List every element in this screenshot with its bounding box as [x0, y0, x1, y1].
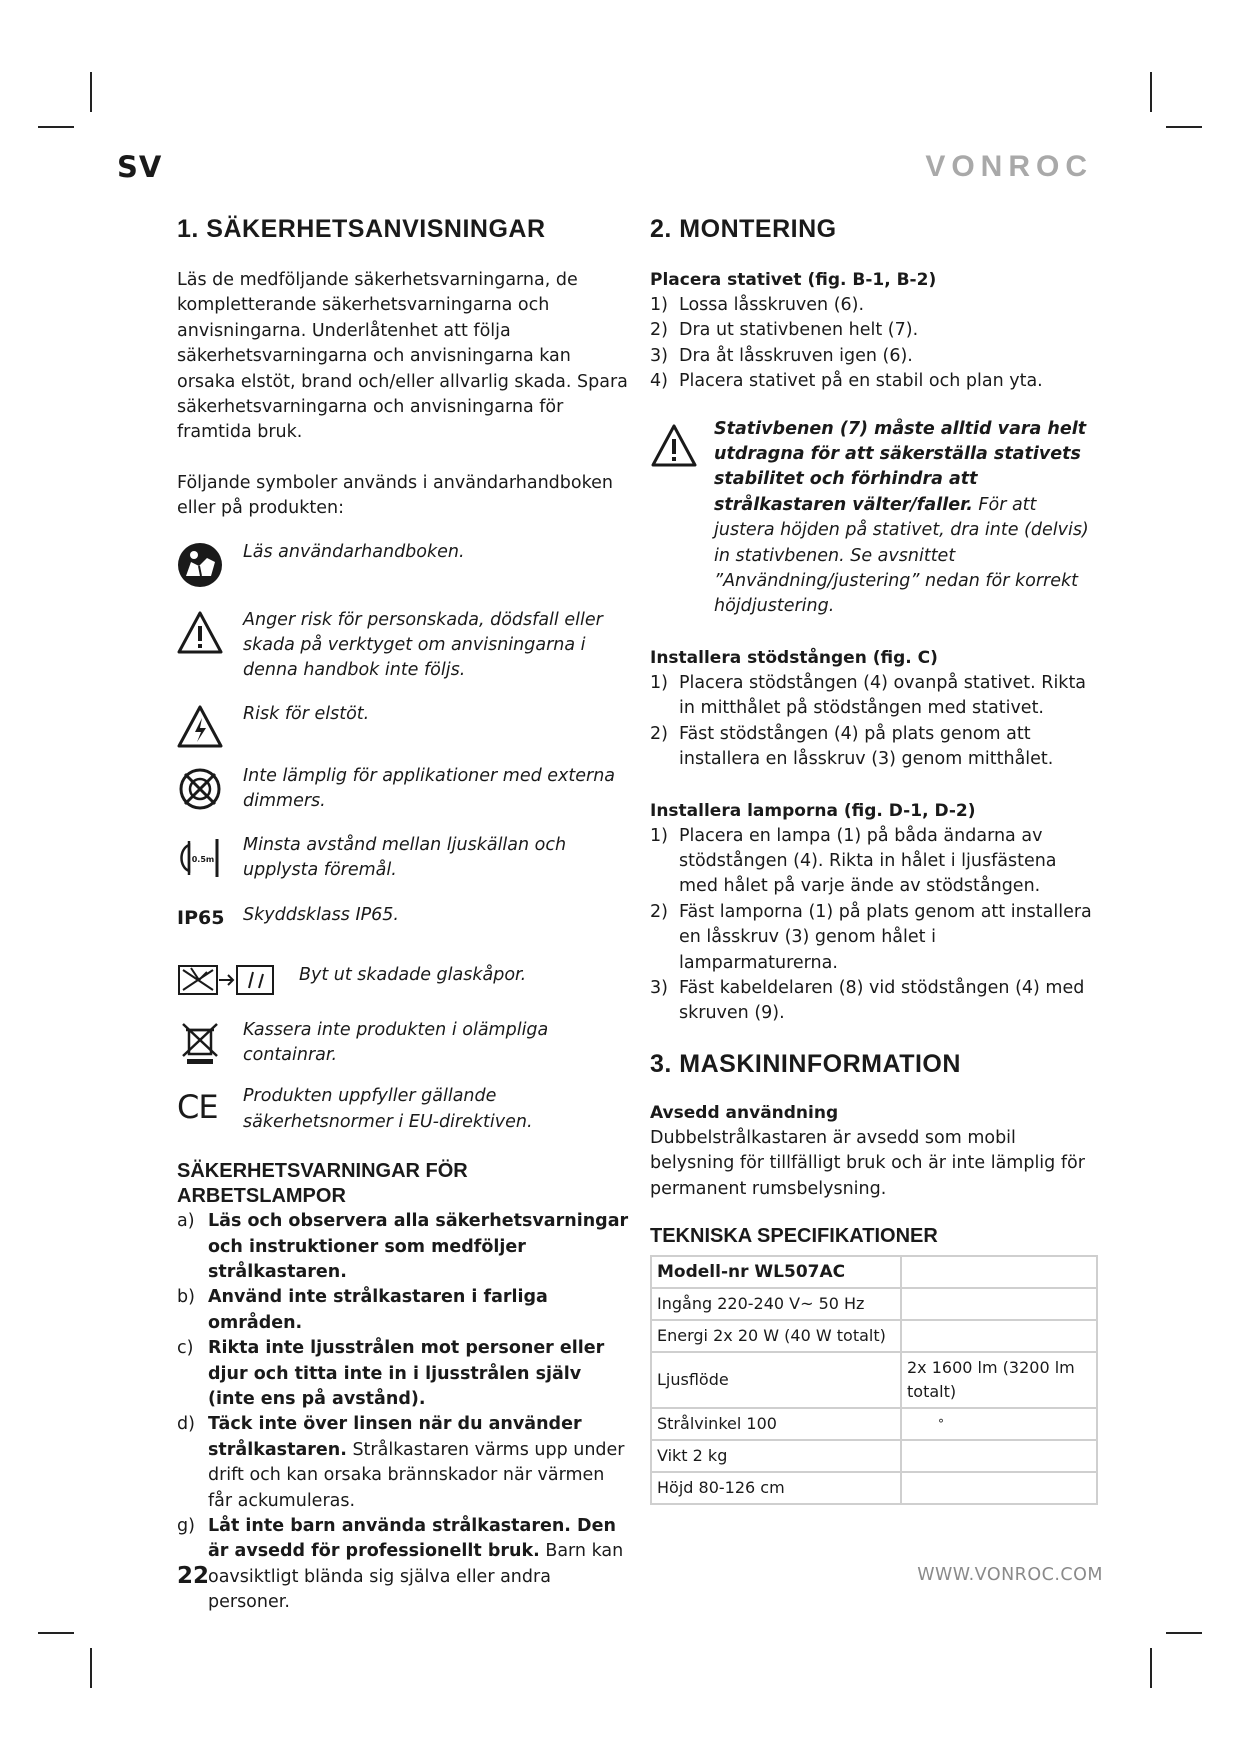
symbol-row: [177, 608, 632, 684]
right-column: [650, 212, 1100, 1505]
symbols-intro: Följande symboler används i användarhandboken eller på produkten:: [177, 472, 613, 519]
support-bar-subtitle: Installera stödstången (fig. C): [650, 647, 938, 668]
spec-key: Ljusflöde: [651, 1352, 901, 1408]
spec-key: Vikt 2 kg: [651, 1440, 901, 1472]
symbol-label: Inte lämplig för applikationer med externa dimmers.: [243, 765, 616, 812]
tripod-subtitle: Placera stativet (fig. B-1, B-2): [650, 270, 937, 290]
distance-label: 0.5m: [191, 854, 215, 864]
table-row: [651, 1472, 1097, 1504]
symbol-label: Anger risk för personskada, dödsfall eller skada på verktyget om anvisningarna i denna handbok inte följs.: [243, 609, 603, 681]
symbol-label: Byt ut skadade glaskåpor.: [299, 964, 527, 985]
intended-use-text: Dubbelstrålkastaren är avsedd som mobil belysning för tillfälligt bruk och är inte lämplig för permanent rumsbelysning.: [650, 1127, 1085, 1199]
spec-value: [901, 1440, 1097, 1472]
list-item: 1) Placera en lampa (1) på båda ändarna av stödstången (4). Rikta in hålet i ljusfästena med hålet på varje ände av stödstången.: [650, 825, 1057, 897]
work-lamp-warnings-title: SÄKERHETSVARNINGAR FÖR ARBETSLAMPOR: [177, 1160, 468, 1208]
weee-bin-icon: [177, 1020, 223, 1066]
symbol-row: [177, 1018, 632, 1069]
tripod-steps: [650, 293, 1100, 395]
left-column: [177, 212, 632, 1616]
specs-title: TEKNISKA SPECIFIKATIONER: [650, 1224, 938, 1247]
symbol-row: [177, 702, 632, 750]
spec-key: Ingång 220-240 V~ 50 Hz: [651, 1288, 901, 1320]
replace-glass-icon: [177, 958, 277, 1004]
intro-paragraph: Läs de medföljande säkerhetsvarningarna, de kompletterande säkerhetsvarningarna och anvisningarna. Underlåtenhet att följa säkerhetsvarningarna och anvisningarna kan orsaka elstöt, brand och/eller allvarlig skada. Spara säkerhetsvarningarna och anvisningarna för framtida bruk.: [177, 270, 628, 443]
spec-value: [901, 1320, 1097, 1352]
symbol-label: Produkten uppfyller gällande säkerhetsnormer i EU-direktiven.: [243, 1086, 533, 1132]
symbol-label: Risk för elstöt.: [243, 703, 370, 724]
crop-mark: [90, 72, 92, 112]
spec-value: [901, 1472, 1097, 1504]
website-link[interactable]: WWW.VONROC.COM: [917, 1565, 1103, 1585]
spec-value: [901, 1256, 1097, 1288]
no-dimmer-icon: [177, 766, 223, 812]
warnings-list: [177, 1209, 632, 1616]
lamps-subtitle: Installera lamporna (fig. D-1, D-2): [650, 800, 976, 821]
crop-mark: [90, 1648, 92, 1688]
warning-text: Stativbenen (7) måste alltid vara helt utdragna för att säkerställa stativets stabilitet och förhindra att strålkastaren välter/faller. För att justera höjden på stativet, dra inte (delvis) in stativbenen. Se avsnittet ”Användning/justering” nedan för korrekt höjdjustering.: [714, 418, 1089, 617]
spec-value: [901, 1288, 1097, 1320]
symbol-row: [177, 833, 632, 884]
page-number: 22: [177, 1563, 210, 1589]
symbol-label: Skyddsklass IP65.: [243, 904, 399, 925]
symbol-label: Minsta avstånd mellan ljuskällan och upplysta föremål.: [243, 834, 567, 881]
list-item: 2) Fäst lamporna (1) på plats genom att installera en låsskruv (3) genom hålet i lamparmaturerna.: [650, 901, 1092, 973]
crop-mark: [1150, 1648, 1152, 1688]
list-item: 3) Dra åt låsskruven igen (6).: [650, 345, 913, 366]
support-bar-steps: [650, 671, 1100, 773]
crop-mark: [1150, 72, 1152, 112]
list-item: 1) Placera stödstången (4) ovanpå stativet. Rikta in mitthålet på stödstången med stativet.: [650, 672, 1087, 719]
list-item: b) Använd inte strålkastaren i farliga områden.: [177, 1287, 548, 1333]
spec-key: Energi 2x 20 W (40 W totalt): [651, 1320, 901, 1352]
warning-triangle-icon: [650, 423, 698, 469]
spec-key: Modell-nr WL507AC: [651, 1256, 901, 1288]
symbol-row: [177, 896, 632, 944]
language-code: SV: [117, 150, 163, 184]
table-row: [651, 1352, 1097, 1408]
lamps-steps: [650, 824, 1100, 1027]
list-item: 4) Placera stativet på en stabil och plan yta.: [650, 371, 1043, 392]
brand-logo: VONROC: [925, 150, 1093, 183]
crop-mark: [38, 126, 74, 128]
crop-mark: [1166, 126, 1202, 128]
ip65-icon: IP65: [177, 906, 225, 929]
spec-value: 2x 1600 lm (3200 lm totalt): [901, 1352, 1097, 1408]
list-item: 2) Fäst stödstången (4) på plats genom att installera en låsskruv (3) genom mitthålet.: [650, 723, 1054, 770]
section-title-safety: 1. SÄKERHETSANVISNINGAR: [177, 215, 546, 243]
list-item: 1) Lossa låsskruven (6).: [650, 295, 865, 315]
intended-use-subtitle: Avsedd användning: [650, 1102, 839, 1123]
section-title-assembly: 2. MONTERING: [650, 215, 837, 243]
warning-triangle-icon: [177, 610, 223, 656]
spec-value: °: [901, 1408, 1097, 1440]
spec-key: Höjd 80-126 cm: [651, 1472, 901, 1504]
symbol-label: Läs användarhandboken.: [243, 541, 465, 562]
list-item: g) Låt inte barn använda strålkastaren. Den är avsedd för professionellt bruk. Barn kan oavsiktligt blända sig själva eller andra personer.: [177, 1516, 624, 1613]
symbol-label: Kassera inte produkten i olämpliga containrar.: [243, 1019, 549, 1065]
list-item: d) Täck inte över linsen när du använder strålkastaren. Strålkastaren värms upp under drift och kan orsaka brännskador när värmen får ackumuleras.: [177, 1414, 625, 1511]
spec-key: Strålvinkel 100: [651, 1408, 901, 1440]
symbol-row: [177, 956, 632, 1004]
ce-mark-icon: CE: [177, 1088, 218, 1127]
table-row: [651, 1320, 1097, 1352]
tripod-warning: [650, 417, 1100, 620]
symbol-row: [177, 1084, 632, 1135]
electric-shock-icon: [177, 704, 223, 750]
list-item: c) Rikta inte ljusstrålen mot personer eller djur och titta inte in i ljusstrålen själv (inte ens på avstånd).: [177, 1338, 605, 1409]
list-item: 3) Fäst kabeldelaren (8) vid stödstången (4) med skruven (9).: [650, 977, 1085, 1024]
section-title-machine-info: 3. MASKININFORMATION: [650, 1049, 961, 1078]
table-row: [651, 1256, 1097, 1288]
specs-table: [650, 1255, 1098, 1505]
minimum-distance-icon: [177, 835, 223, 881]
crop-mark: [1166, 1632, 1202, 1634]
symbol-row: [177, 540, 632, 588]
symbol-row: [177, 764, 632, 815]
table-row: [651, 1288, 1097, 1320]
table-row: [651, 1440, 1097, 1472]
crop-mark: [38, 1632, 74, 1634]
read-manual-icon: [177, 542, 223, 588]
list-item: a) Läs och observera alla säkerhetsvarningar och instruktioner som medföljer strålkastaren.: [177, 1211, 629, 1282]
list-item: 2) Dra ut stativbenen helt (7).: [650, 320, 919, 341]
table-row: [651, 1408, 1097, 1440]
